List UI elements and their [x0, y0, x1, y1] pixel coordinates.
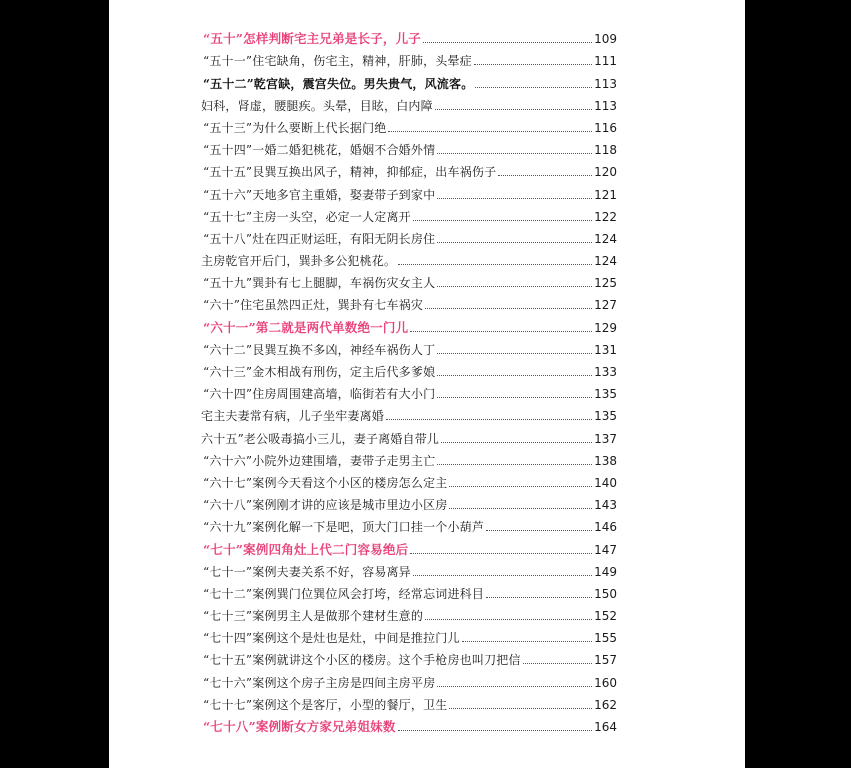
- toc-entry-title: “五十三”为什么要断上代长据门绝: [203, 120, 387, 135]
- toc-entry-title: “五十二”乾宫缺，震宫失位。男失贵气，风流客。: [203, 76, 474, 91]
- dot-leader: [437, 153, 592, 154]
- toc-entry: [109, 290, 745, 312]
- toc-entry-title: “五十一”住宅缺角，伤宅主，精神，肝肺，头晕症: [203, 54, 472, 69]
- toc-entry-title: “六十二”艮巽互换不多凶，神经车祸伤人丁: [203, 342, 436, 357]
- toc-entry: [109, 357, 745, 379]
- toc-entry-page-number: 162: [594, 697, 617, 712]
- toc-entry-title: “七十四”案例这个是灶也是灶，中间是推拉门儿: [203, 631, 460, 646]
- toc-entry-title: “五十八”灶在四正财运旺，有阳无阴长房住: [203, 231, 436, 246]
- toc-entry-title: “七十八”案例断女方家兄弟姐妹数: [203, 719, 396, 734]
- toc-entry-page-number: 149: [594, 564, 617, 579]
- toc-entry: [109, 645, 745, 667]
- dot-leader: [462, 641, 592, 642]
- toc-entry: [109, 312, 745, 334]
- toc-entry-title: 主房乾官开后门，巽卦多公犯桃花。: [201, 254, 397, 269]
- dot-leader: [449, 508, 592, 509]
- dot-leader: [437, 464, 592, 465]
- dot-leader: [523, 663, 592, 664]
- toc-entry: [109, 202, 745, 224]
- toc-entry-page-number: 138: [594, 453, 617, 468]
- toc-entry: [109, 335, 745, 357]
- toc-entry-page-number: 157: [594, 653, 617, 668]
- toc-entry-title: 妇科，肾虚，腰腿疾。头晕，目眩，白内障: [201, 98, 433, 113]
- toc-entry: [109, 690, 745, 712]
- dot-leader: [423, 42, 592, 43]
- toc-entry-page-number: 122: [594, 209, 617, 224]
- dot-leader: [386, 419, 592, 420]
- toc-entry-page-number: 118: [594, 143, 617, 158]
- toc-entry: [109, 179, 745, 201]
- toc-entry-title: “六十八”案例刚才讲的应该是城市里边小区房: [203, 498, 448, 513]
- toc-entry-title: “六十七”案例今天看这个小区的楼房怎么定主: [203, 475, 448, 490]
- toc-entry-page-number: 125: [594, 276, 617, 291]
- toc-entry-page-number: 152: [594, 609, 617, 624]
- toc-entry-title: “七十六”案例这个房子主房是四间主房平房: [203, 675, 436, 690]
- dot-leader: [413, 575, 592, 576]
- toc-entry-page-number: 135: [594, 409, 617, 424]
- toc-entry: [109, 623, 745, 645]
- toc-entry: [109, 268, 745, 290]
- toc-entry: [109, 379, 745, 401]
- dot-leader: [388, 131, 592, 132]
- dot-leader: [474, 64, 592, 65]
- dot-leader: [410, 331, 592, 332]
- toc-entry: [109, 446, 745, 468]
- toc-entry-title: “七十三”案例男主人是做那个建材生意的: [203, 609, 424, 624]
- toc-entry: [109, 490, 745, 512]
- toc-entry-page-number: 109: [594, 32, 617, 47]
- toc-entry-page-number: 164: [594, 720, 617, 734]
- toc-entry-page-number: 116: [594, 120, 617, 135]
- toc-entry-title: “五十七”主房一头空，必定一人定离开: [203, 209, 411, 224]
- toc-entry-page-number: 113: [594, 76, 617, 91]
- toc-entry: [109, 24, 745, 46]
- dot-leader: [437, 198, 592, 199]
- toc-entry-page-number: 121: [594, 187, 617, 202]
- table-of-contents: [109, 24, 745, 734]
- toc-entry: [109, 135, 745, 157]
- toc-entry: [109, 91, 745, 113]
- dot-leader: [437, 375, 592, 376]
- toc-entry: [109, 667, 745, 689]
- toc-entry: [109, 468, 745, 490]
- toc-entry-title: 宅主夫妻常有病，儿子坐牢妻离婚: [201, 409, 385, 424]
- toc-entry-page-number: 140: [594, 475, 617, 490]
- dot-leader: [398, 730, 593, 731]
- toc-entry-title: “六十一”第二就是两代单数绝一门儿: [203, 319, 409, 335]
- toc-entry-page-number: 131: [594, 342, 617, 357]
- dot-leader: [437, 353, 592, 354]
- toc-entry-title: “六十六”小院外边建围墙，妻带子走男主亡: [203, 453, 436, 468]
- dot-leader: [437, 242, 592, 243]
- toc-entry-title: 六十五”老公吸毒搞小三儿，妻子离婚自带儿: [201, 431, 440, 446]
- toc-entry: [109, 534, 745, 556]
- dot-leader: [425, 308, 592, 309]
- toc-entry: [109, 246, 745, 268]
- toc-entry: [109, 601, 745, 623]
- dot-leader: [441, 442, 592, 443]
- dot-leader: [435, 109, 592, 110]
- toc-entry-page-number: 127: [594, 298, 617, 313]
- toc-entry: [109, 46, 745, 68]
- dot-leader: [449, 486, 592, 487]
- dot-leader: [437, 397, 592, 398]
- dot-leader: [425, 619, 592, 620]
- dot-leader: [486, 597, 592, 598]
- toc-entry: [109, 512, 745, 534]
- toc-entry-title: “六十四”住房周围建高墙，临街若有大小门: [203, 387, 436, 402]
- dot-leader: [413, 220, 592, 221]
- toc-entry-page-number: 124: [594, 254, 617, 269]
- toc-entry-page-number: 146: [594, 520, 617, 535]
- toc-entry-page-number: 160: [594, 675, 617, 690]
- toc-entry-title: “五十”怎样判断宅主兄弟是长子，儿子: [203, 31, 421, 47]
- toc-entry-page-number: 147: [594, 542, 617, 557]
- toc-entry: [109, 157, 745, 179]
- toc-entry-page-number: 137: [594, 431, 617, 446]
- toc-entry-title: “六十三”金木相战有刑伤，定主后代多爹娘: [203, 365, 436, 379]
- toc-entry-title: “七十五”案例就讲这个小区的楼房。这个手枪房也叫刀把信: [203, 653, 521, 668]
- dot-leader: [410, 553, 592, 554]
- toc-entry-page-number: 143: [594, 498, 617, 513]
- dot-leader: [449, 708, 592, 709]
- dot-leader: [437, 686, 592, 687]
- toc-entry-title: “七十一”案例夫妻关系不好，容易离异: [203, 564, 411, 579]
- toc-entry-page-number: 124: [594, 231, 617, 246]
- toc-entry-page-number: 129: [594, 320, 617, 335]
- toc-entry-title: “七十”案例四角灶上代二门容易绝后: [203, 541, 409, 557]
- toc-entry-page-number: 111: [594, 54, 617, 69]
- toc-entry-page-number: 135: [594, 387, 617, 402]
- toc-entry-title: “五十四”一婚二婚犯桃花，婚姻不合婚外情: [203, 143, 436, 158]
- toc-entry: [109, 113, 745, 135]
- toc-entry-title: “七十二”案例巽门位巽位风会打垮，经常忘词进科目: [203, 586, 485, 601]
- toc-entry-title: “五十九”巽卦有七上腿脚，车祸伤灾女主人: [203, 276, 436, 291]
- dot-leader: [437, 286, 592, 287]
- dot-leader: [486, 530, 592, 531]
- toc-entry: [109, 557, 745, 579]
- toc-entry-title: “五十五”艮巽互换出风子，精神，抑郁症，出车祸伤子: [203, 165, 497, 180]
- toc-entry: [109, 712, 745, 734]
- document-page: [109, 0, 745, 768]
- toc-entry: [109, 68, 745, 90]
- toc-entry: [109, 579, 745, 601]
- toc-entry-title: “七十七”案例这个是客厅，小型的餐厅，卫生: [203, 697, 448, 712]
- toc-entry-page-number: 155: [594, 631, 617, 646]
- toc-entry-page-number: 150: [594, 586, 617, 601]
- dot-leader: [398, 264, 592, 265]
- dot-leader: [475, 87, 592, 88]
- toc-entry-title: “六十”住宅虽然四正灶，巽卦有七车祸灾: [203, 298, 424, 313]
- toc-entry: [109, 423, 745, 445]
- dot-leader: [498, 175, 592, 176]
- toc-entry-page-number: 133: [594, 365, 617, 379]
- toc-entry-page-number: 113: [594, 98, 617, 113]
- toc-entry-page-number: 120: [594, 165, 617, 180]
- toc-entry: [109, 224, 745, 246]
- toc-entry-title: “六十九”案例化解一下是吧，顶大门口挂一个小葫芦: [203, 520, 485, 535]
- toc-entry: [109, 401, 745, 423]
- toc-entry-title: “五十六”天地多官主重婚，娶妻带子到家中: [203, 187, 436, 202]
